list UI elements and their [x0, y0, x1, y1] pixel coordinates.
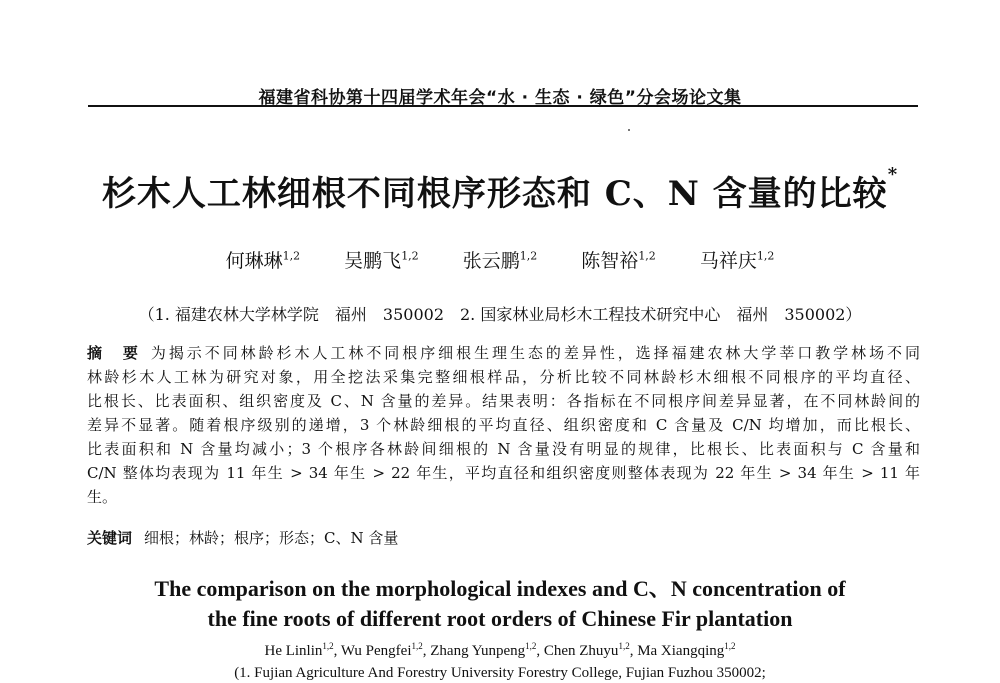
- english-title: [0, 574, 1000, 634]
- author: 张云鹏$^{1,2}$: [462, 249, 538, 272]
- english-author: Wu Pengfei$^{1,2}$: [340, 641, 423, 659]
- keywords-label: 关键词: [87, 529, 133, 547]
- abstract-line: 林龄杉木人工林为研究对象，用全挖法采集完整细根样品，分析比较不同林龄杉木细根不同根序的平均直径、: [87, 368, 920, 386]
- abstract-line: 比表面积和 N 含量均减小；3 个根序各林龄间细根的 N 含量没有明显的规律，比根长、比表面积与 C 含量和: [87, 440, 920, 458]
- affiliation: （1. 福建农林大学林学院 福州 350002 2. 国家林业局杉木工程技术研究中心 福州 350002）: [138, 305, 862, 324]
- english-author: Zhang Yunpeng$^{1,2}$: [430, 641, 537, 659]
- scan-speck: [628, 129, 630, 131]
- abstract-line: 差异不显著。随着根序级别的递增，3 个林龄细根的平均直径、组织密度和 C 含量及 C/N 均增加，而比根长、: [87, 416, 920, 434]
- proceedings-header: 福建省科协第十四届学术年会“水 · 生态 · 绿色”分会场论文集: [258, 88, 742, 108]
- abstract-line: C/N 整体均表现为 11 年生 > 34 年生 > 22 年生，平均直径和组织密度则整体表现为 22 年生 > 34 年生 > 11 年: [87, 464, 920, 482]
- english-author: He Linlin$^{1,2}$: [264, 641, 334, 659]
- paper-title-text: 杉木人工林细根不同根序形态和 C、N 含量的比较: [101, 174, 888, 214]
- keywords: [87, 527, 398, 548]
- abstract-label: 摘 要: [87, 344, 141, 362]
- author: 何琳琳$^{1,2}$: [225, 249, 301, 272]
- english-author: Ma Xiangqing$^{1,2}$: [637, 641, 736, 659]
- author-list: [0, 246, 1000, 273]
- paper-title: [0, 166, 1000, 215]
- author: 陈智裕$^{1,2}$: [581, 249, 656, 272]
- english-affiliation: (1. Fujian Agriculture And Forestry University Forestry College, Fujian Fuzhou 350002;: [234, 665, 766, 681]
- title-footnote-mark: *: [887, 164, 899, 185]
- abstract-line: 摘 要 为揭示不同林龄杉木人工林不同根序细根生理生态的差异性，选择福建农林大学莘口教学林场不同: [87, 344, 920, 362]
- english-author: Chen Zhuyu$^{1,2}$: [543, 641, 630, 659]
- header-rule: [88, 105, 918, 107]
- author: 马祥庆$^{1,2}$: [699, 249, 775, 272]
- english-title-line: the fine roots of different root orders of Chinese Fir plantation: [207, 606, 793, 631]
- abstract: [87, 341, 920, 509]
- keywords-text: 细根；林龄；根序；形态；C、N 含量: [144, 529, 399, 547]
- english-author-list: He Linlin$^{1,2}$, Wu Pengfei$^{1,2}$, Zhang Yunpeng$^{1,2}$, Chen Zhuyu$^{1,2}$, Ma Xiangqing$^{1,2}$: [264, 641, 736, 659]
- author: 吴鹏飞$^{1,2}$: [344, 249, 419, 272]
- english-title-line: The comparison on the morphological indexes and C、N concentration of: [154, 576, 846, 601]
- abstract-line: 比根长、比表面积、组织密度及 C、N 含量的差异。结果表明：各指标在不同根序间差异显著，在不同林龄间的: [87, 392, 920, 410]
- abstract-line: 生。: [87, 488, 118, 506]
